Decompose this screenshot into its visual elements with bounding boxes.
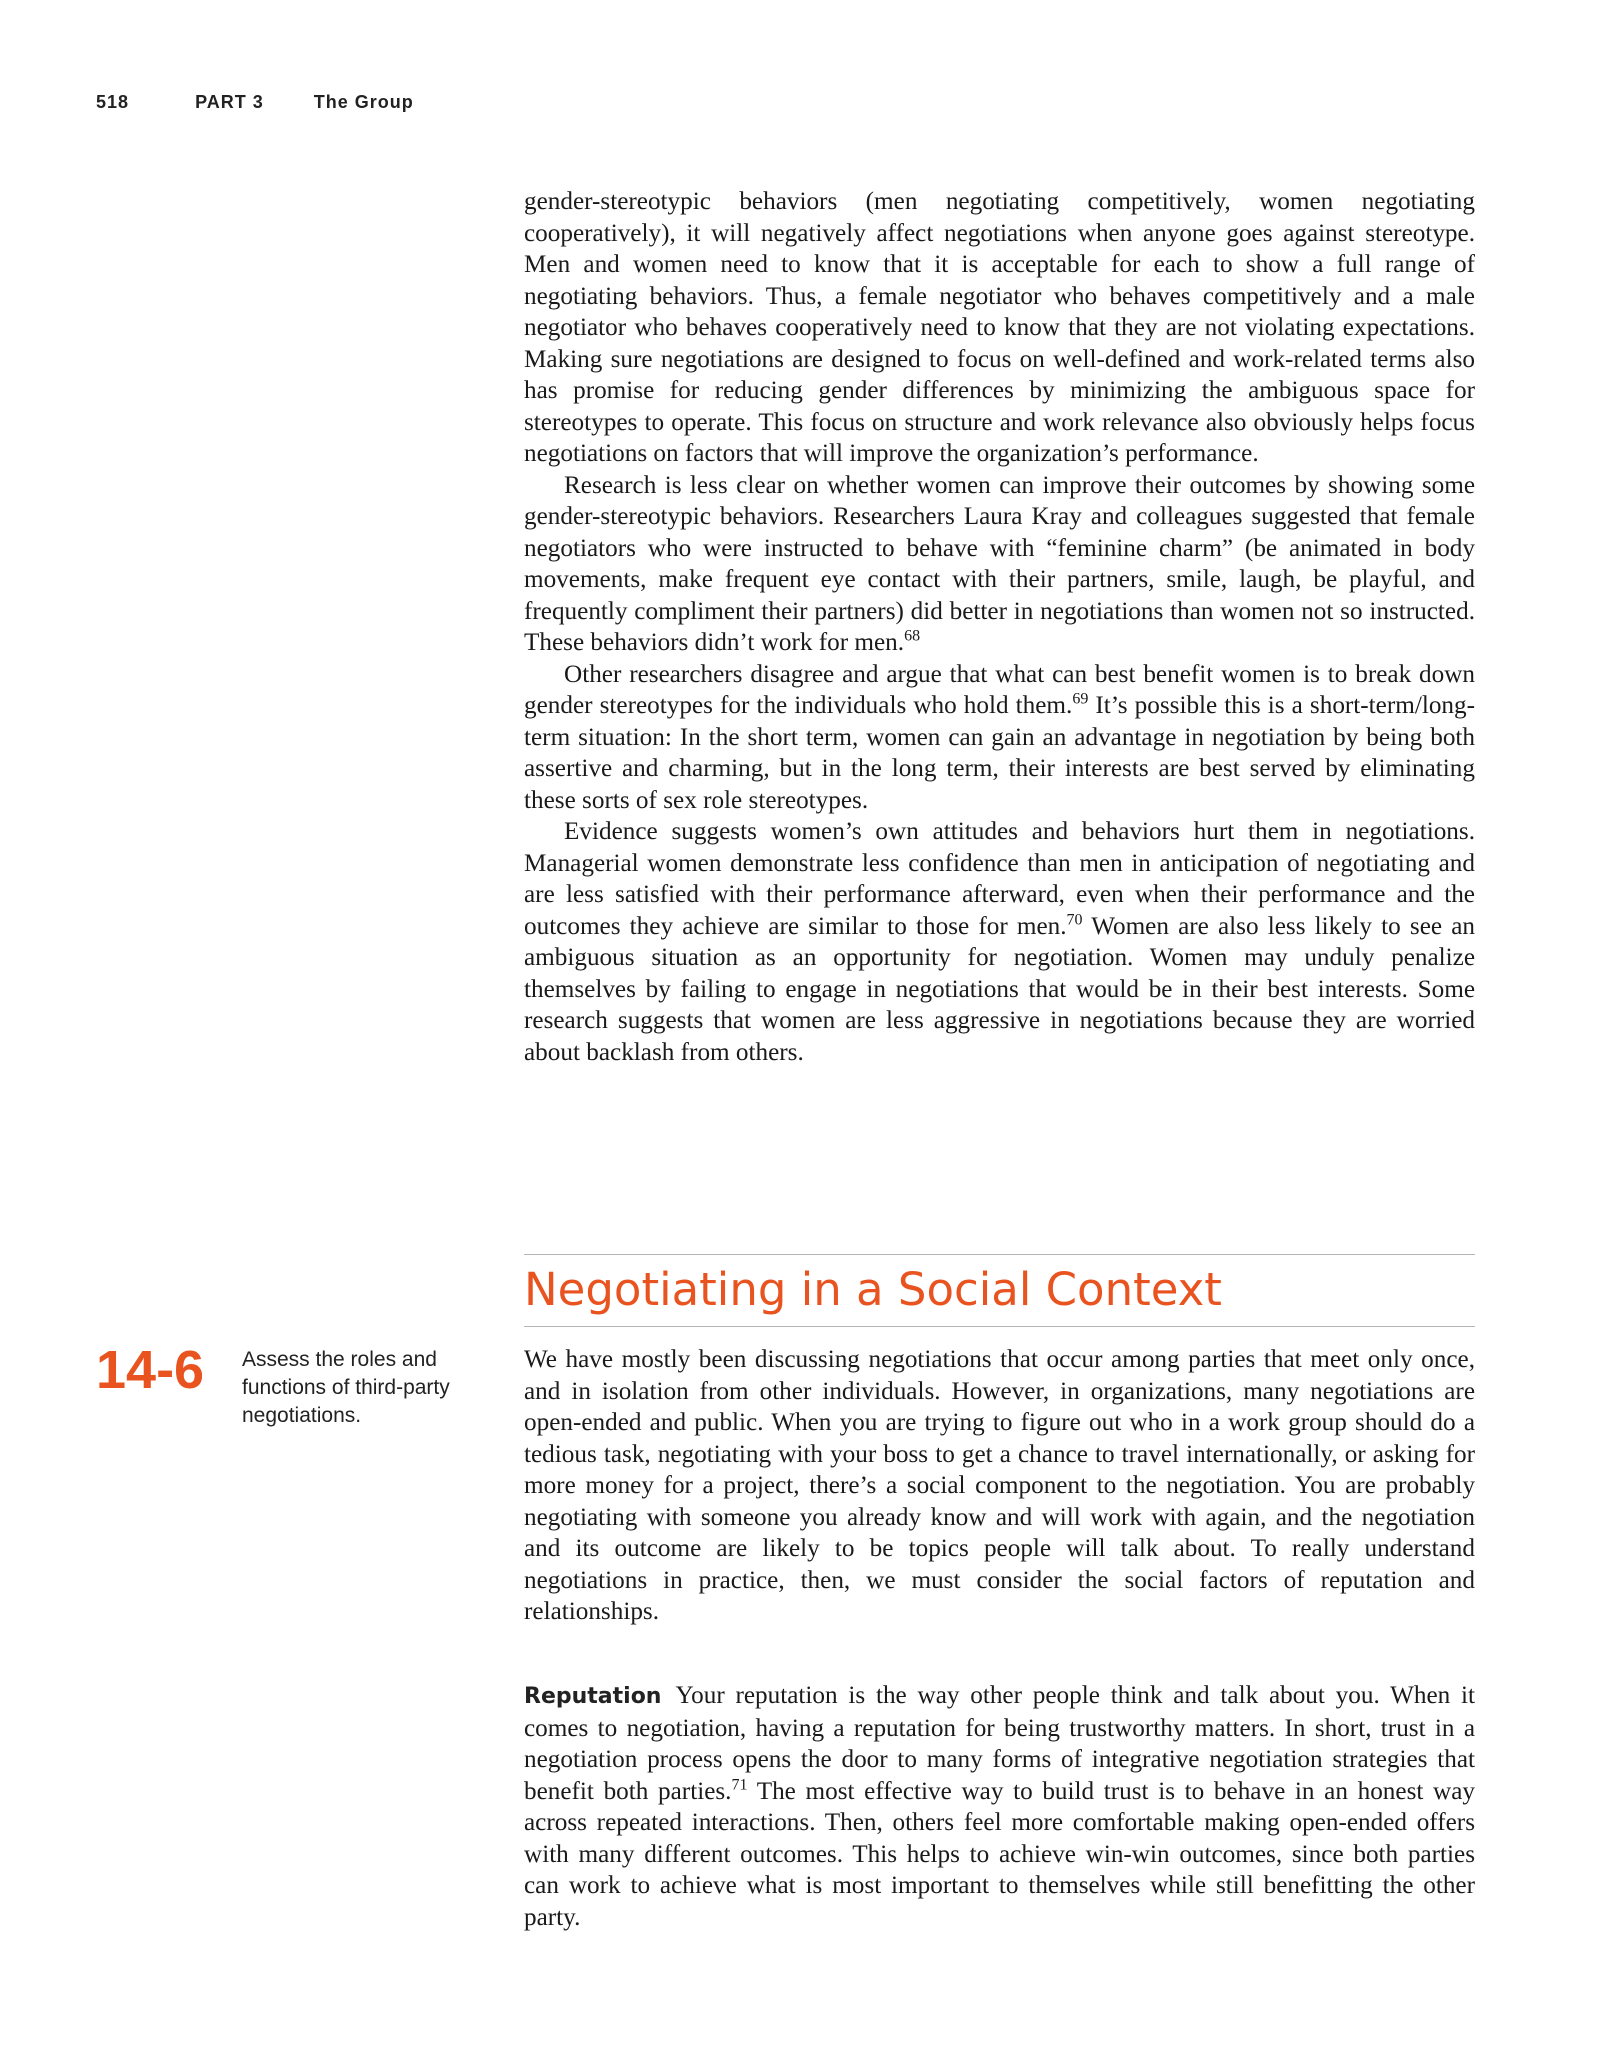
- endnote-marker: 71: [731, 1776, 748, 1794]
- run-in-heading: Reputation: [524, 1684, 662, 1709]
- paragraph-text: It’s possible this is a short-term/long-term situation: In the short term, women can gain an advantage in negotiation by being both assertive and charming, but in the long term, their interests are best served by eliminating these sorts of sex role stereotypes.: [524, 692, 1476, 814]
- page-number: 518: [96, 92, 130, 112]
- paragraph-text: The most effective way to build trust is to behave in an honest way across repeated interactions. Then, others feel more comfortable making open-ended offers with many different outcomes. This helps to achieve win-win outcomes, since both parties can work to achieve what is most important to themselves while still benefitting the other party.: [524, 1777, 1475, 1931]
- body-text-continued: [524, 186, 1475, 1068]
- paragraph: [524, 1344, 1475, 1628]
- section-intro-text: [524, 1344, 1475, 1628]
- paragraph-text: gender-stereotypic behaviors (men negotiating competitively, women negotiating cooperatively), it will negatively affect negotiations when anyone goes against stereotype. Men and women need to know that it is acceptable for each to show a full range of negotiating behaviors. Thus, a female negotiator who behaves competitively and a male negotiator who behaves cooperatively need to know that they are not violating expectations. Making sure negotiations are designed to focus on well-defined and work-related terms also has promise for reducing gender differences by minimizing the ambiguous space for stereotypes to operate. This focus on structure and work relevance also obviously helps focus negotiations on factors that will improve the organization’s performance.: [524, 188, 1475, 467]
- section-heading: Negotiating in a Social Context: [524, 1263, 1222, 1316]
- paragraph: [524, 659, 1475, 817]
- heading-rule-top: [524, 1254, 1475, 1255]
- endnote-marker: 68: [904, 627, 921, 645]
- paragraph: [524, 470, 1475, 659]
- running-head: [96, 92, 414, 113]
- part-label: PART 3: [195, 92, 264, 112]
- heading-rule-bottom: [524, 1326, 1475, 1327]
- endnote-marker: 70: [1066, 911, 1083, 929]
- paragraph-text: Your reputation is the way other people think and talk about you. When it comes to negotiation, having a reputation for being trustworthy matters. In short, trust in a negotiation process opens the door to many forms of integrative negotiation strategies that benefit both parties.: [524, 1682, 1475, 1805]
- paragraph: [524, 186, 1475, 470]
- learning-objective-text: Assess the roles and functions of third-party negotiations.: [242, 1348, 450, 1427]
- reputation-subsection: [524, 1680, 1475, 1933]
- paragraph-text: Other researchers disagree and argue that what can best benefit women is to break down gender stereotypes for the individuals who hold them.: [524, 660, 1475, 719]
- paragraph: [524, 816, 1475, 1068]
- learning-objective-number: 14-6: [96, 1340, 205, 1400]
- paragraph-text: Women are also less likely to see an ambiguous situation as an opportunity for negotiation. Women may unduly penalize themselves by failing to engage in negotiations that would be in their best interests. Some research suggests that women are less aggressive in negotiations because they are worried about backlash from others.: [524, 912, 1476, 1066]
- paragraph-text: We have mostly been discussing negotiations that occur among parties that meet only once, and in isolation from other individuals. However, in organizations, many negotiations are open-ended and public. When you are trying to figure out who in a work group should do a tedious task, negotiating with your boss to get a chance to travel internationally, or asking for more money for a project, there’s a social component to the negotiation. You are probably negotiating with someone you already know and will work with again, and the negotiation and its outcome are likely to be topics people will talk about. To really understand negotiations in practice, then, we must consider the social factors of reputation and relationships.: [524, 1346, 1475, 1625]
- paragraph-text: Research is less clear on whether women can improve their outcomes by showing some gender-stereotypic behaviors. Researchers Laura Kray and colleagues suggested that female negotiators who were instructed to behave with “feminine charm” (be animated in body movements, make frequent eye contact with their partners, smile, laugh, be playful, and frequently compliment their partners) did better in negotiations than women not so instructed. These behaviors didn’t work for men.: [524, 471, 1475, 656]
- paragraph-text: Evidence suggests women’s own attitudes and behaviors hurt them in negotiations. Managerial women demonstrate less confidence than men in anticipation of negotiating and are less satisfied with their performance afterward, even when their performance and the outcomes they achieve are similar to those for men.: [524, 818, 1475, 940]
- paragraph: [524, 1680, 1475, 1933]
- endnote-marker: 69: [1072, 690, 1089, 708]
- part-title: The Group: [313, 92, 414, 112]
